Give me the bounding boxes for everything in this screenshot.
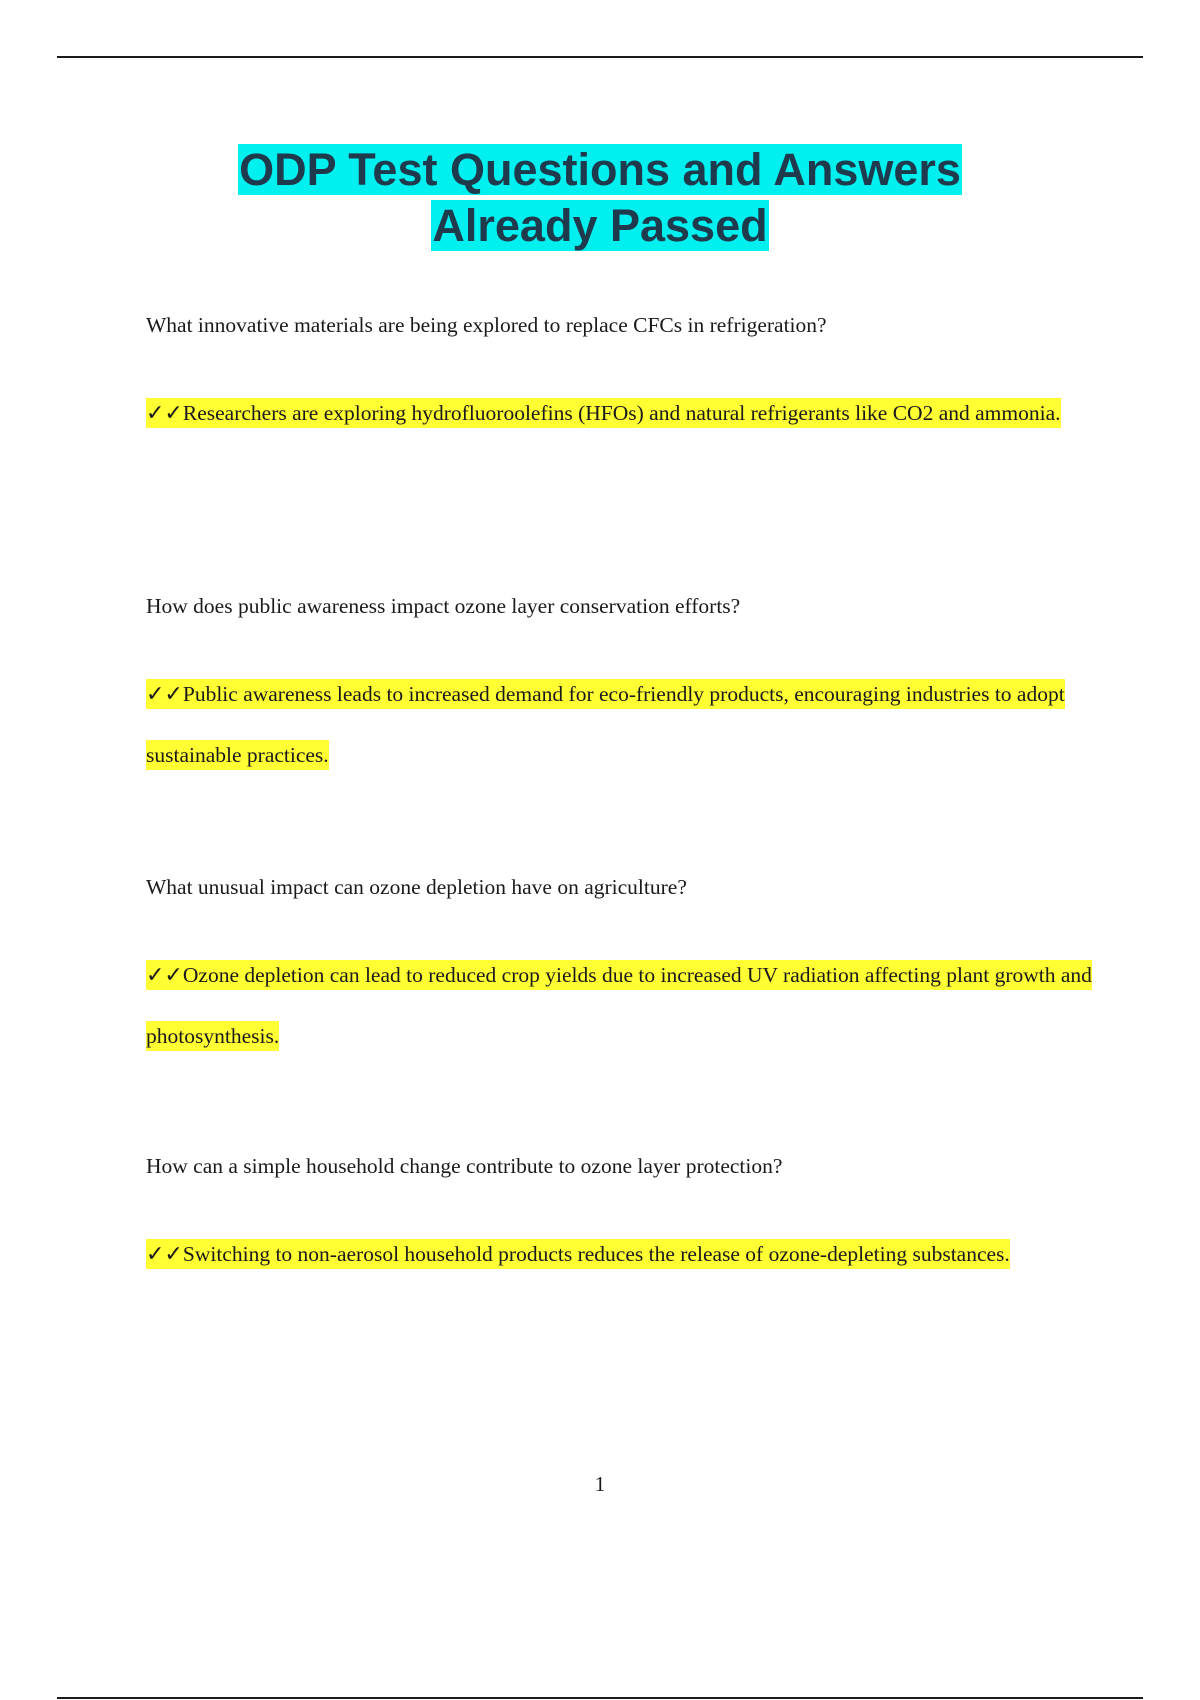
double-check-icon: ✓✓ [146,401,183,426]
answer-3 [146,945,1106,1066]
question-1: What innovative materials are being explored to replace CFCs in refrigeration? [146,313,827,337]
title-line-2: Already Passed [432,200,768,251]
answer-1 [146,383,1106,444]
footer-rule [57,1697,1143,1699]
double-check-icon: ✓✓ [146,1242,183,1267]
double-check-icon: ✓✓ [146,963,183,988]
title-line-1: ODP Test Questions and Answers [239,144,961,195]
question-2: How does public awareness impact ozone layer conservation efforts? [146,594,741,618]
double-check-icon: ✓✓ [146,682,183,707]
page-number: 1 [594,1472,606,1496]
question-4: How can a simple household change contribute to ozone layer protection? [146,1154,783,1178]
header-rule [57,56,1143,58]
answer-4 [146,1224,1106,1285]
qa-item-2 [146,592,1106,785]
document-title [0,142,1200,254]
answer-2-text: Public awareness leads to increased demand for eco-friendly products, encouraging industries to adopt sustainable practices. [146,682,1065,767]
answer-4-text: Switching to non-aerosol household products reduces the release of ozone-depleting substances. [182,1242,1010,1266]
answer-3-text: Ozone depletion can lead to reduced crop yields due to increased UV radiation affecting plant growth and photosynthesis. [146,963,1092,1048]
answer-2 [146,664,1106,785]
qa-item-4 [146,1152,1106,1285]
qa-item-1 [146,311,1106,444]
question-3: What unusual impact can ozone depletion have on agriculture? [146,875,687,899]
answer-1-text: Researchers are exploring hydrofluoroolefins (HFOs) and natural refrigerants like CO2 and ammonia. [182,401,1061,425]
qa-item-3 [146,873,1106,1066]
